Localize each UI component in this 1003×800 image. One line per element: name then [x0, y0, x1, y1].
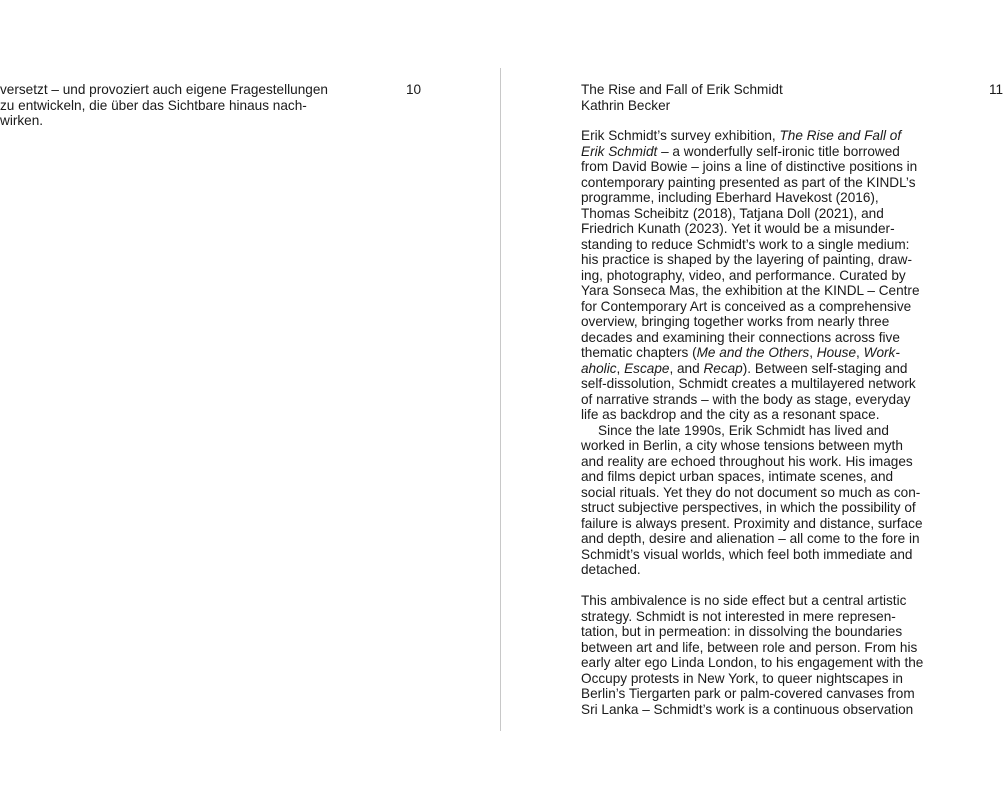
chapter-escape: Escape [624, 360, 670, 376]
separator: , [809, 345, 817, 360]
left-page [0, 0, 500, 800]
paragraph-2: Since the late 1990s, Erik Schmidt has lived and worked in Berlin, a city whose tensions between myth and reality are echoed throughout his work. His images and films depict urban spaces, intimate scenes, and social rituals. Yet they do not document so much as construct subjective perspectives, in which the possibility of failure is always present. Proximity and distance, surface and depth, desire and alienation – all come to the fore in Schmidt’s visual worlds, which feel both immediate and detached. [581, 422, 923, 577]
chapter-me-and-the-others: Me and the Others [696, 345, 810, 360]
chapter-recap: Recap [703, 360, 743, 376]
chapter-workaholic: Workaholic [581, 345, 900, 376]
separator: , [856, 345, 864, 360]
left-page-text: versetzt – und provoziert auch eigene Fragestellungen zu entwickeln, die über das Sichtbare hinaus nachwirken. [0, 82, 328, 128]
essay-author: Kathrin Becker [581, 97, 671, 113]
separator: , [616, 360, 625, 376]
essay-title: The Rise and Fall of Erik Schmidt [581, 82, 783, 97]
essay-body [581, 128, 926, 717]
separator: , and [669, 360, 704, 376]
paragraph-3: This ambivalence is no side effect but a central artistic strategy. Schmidt is not interested in mere representation, but in permeation: in dissolving the boundaries between art and life, between role and person. From his early alter ego Linda London, to his engagement with the Occupy protests in New York, to queer nightscapes in Berlin’s Tiergarten park or palm-covered canvases from Sri Lanka – Schmidt’s work is a continuous observation [581, 593, 924, 717]
paragraph-1-part-3: ). Between self-staging and self-dissolution, Schmidt creates a multilayered network of narrative strands – with the body as stage, everyday life as backdrop and the city as a resonant space. [581, 360, 916, 422]
chapter-house: House [816, 345, 857, 360]
paragraph-1 [581, 128, 926, 423]
left-page-number: 10 [406, 82, 422, 97]
right-page-number: 11 [989, 82, 1003, 97]
paragraph-1-part-2: – a wonderfully self-ironic title borrowed from David Bowie – joins a line of distinctive positions in contemporary painting presented as part of the KINDL’s programme, including Eberhard Havekost (2016), Thomas Scheibitz (2018), Tatjana Doll (2021), and Friedrich Kunath (2023). Yet it would be a misunderstanding to reduce Schmidt’s work to a single medium: his practice is shaped by the layering of painting, drawing, photography, video, and performance. Curated by Yara Sonseca Mas, the exhibition at the KINDL – Centre for Contemporary Art is conceived as a comprehensive overview, bringing together works from nearly three decades and examining their connections across five thematic chapters ( [581, 143, 920, 360]
essay-header [581, 82, 926, 113]
right-page [500, 0, 1003, 800]
exhibition-title-italic: The Rise and Fall of Erik Schmidt [581, 128, 902, 159]
paragraph-1-part-1: Erik Schmidt’s survey exhibition, [581, 128, 780, 143]
